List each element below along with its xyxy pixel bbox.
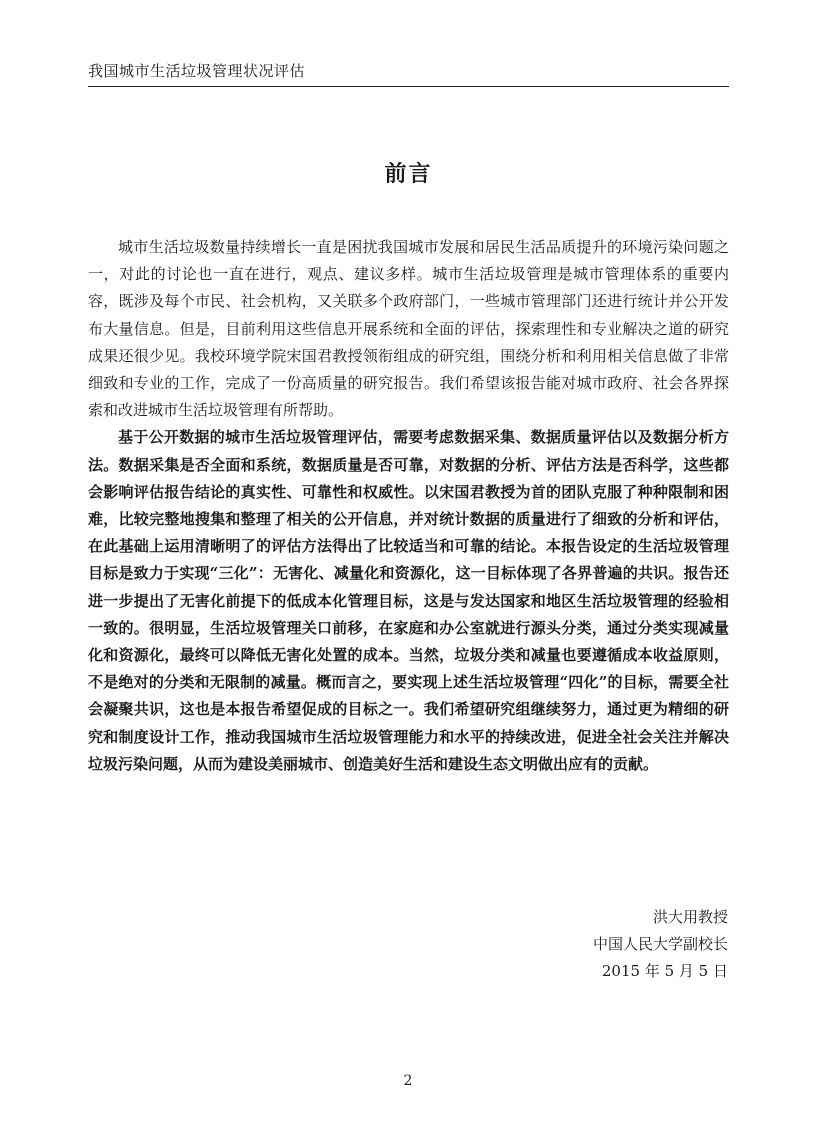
header-rule	[88, 86, 729, 87]
paragraph-2: 基于公开数据的城市生活垃圾管理评估，需要考虑数据采集、数据质量评估以及数据分析方法。数据采集是否全面和系统，数据质量是否可靠，对数据的分析、评估方法是否科学，这些都会影响评估报告结论的真实性、可靠性和权威性。以宋国君教授为首的团队克服了种种限制和困难，比较完整地搜集和整理了相关的公开信息，并对统计数据的质量进行了细致的分析和评估，在此基础上运用清晰明了的评估方法得出了比较适当和可靠的结论。本报告设定的生活垃圾管理目标是致力于实现“三化”：无害化、减量化和资源化，这一目标体现了各界普遍的共识。报告还进一步提出了无害化前提下的低成本化管理目标，这是与发达国家和地区生活垃圾管理的经验相一致的。很明显，生活垃圾管理关口前移，在家庭和办公室就进行源头分类，通过分类实现减量化和资源化，最终可以降低无害化处置的成本。当然，垃圾分类和减量也要遵循成本收益原则，不是绝对的分类和无限制的减量。概而言之，要实现上述生活垃圾管理“四化”的目标，需要全社会凝聚共识，这也是本报告希望促成的目标之一。我们希望研究组继续努力，通过更为精细的研究和制度设计工作，推动我国城市生活垃圾管理能力和水平的持续改进，促进全社会关注并解决垃圾污染问题，从而为建设美丽城市、创造美好生活和建设生态文明做出应有的贡献。	[88, 428, 729, 773]
running-header: 我国城市生活垃圾管理状况评估	[88, 62, 306, 80]
signature-date: 2015 年 5 月 5 日	[601, 962, 728, 980]
preface-body	[88, 234, 729, 778]
signature-name: 洪大用教授	[652, 908, 728, 926]
signature-position: 中国人民大学副校长	[592, 935, 728, 953]
signature-block	[593, 904, 728, 985]
page-number: 2	[403, 1073, 413, 1089]
page-title: 前言	[384, 162, 433, 187]
paragraph-1: 城市生活垃圾数量持续增长一直是困扰我国城市发展和居民生活品质提升的环境污染问题之一，对此的讨论也一直在进行，观点、建议多样。城市生活垃圾管理是城市管理体系的重要内容，既涉及每个市民、社会机构，又关联多个政府部门，一些城市管理部门还进行统计并公开发布大量信息。但是，目前利用这些信息开展系统和全面的评估，探索理性和专业解决之道的研究成果还很少见。我校环境学院宋国君教授领衔组成的研究组，围绕分析和利用相关信息做了非常细致和专业的工作，完成了一份高质量的研究报告。我们希望该报告能对城市政府、社会各界探索和改进城市生活垃圾管理有所帮助。	[88, 238, 729, 420]
